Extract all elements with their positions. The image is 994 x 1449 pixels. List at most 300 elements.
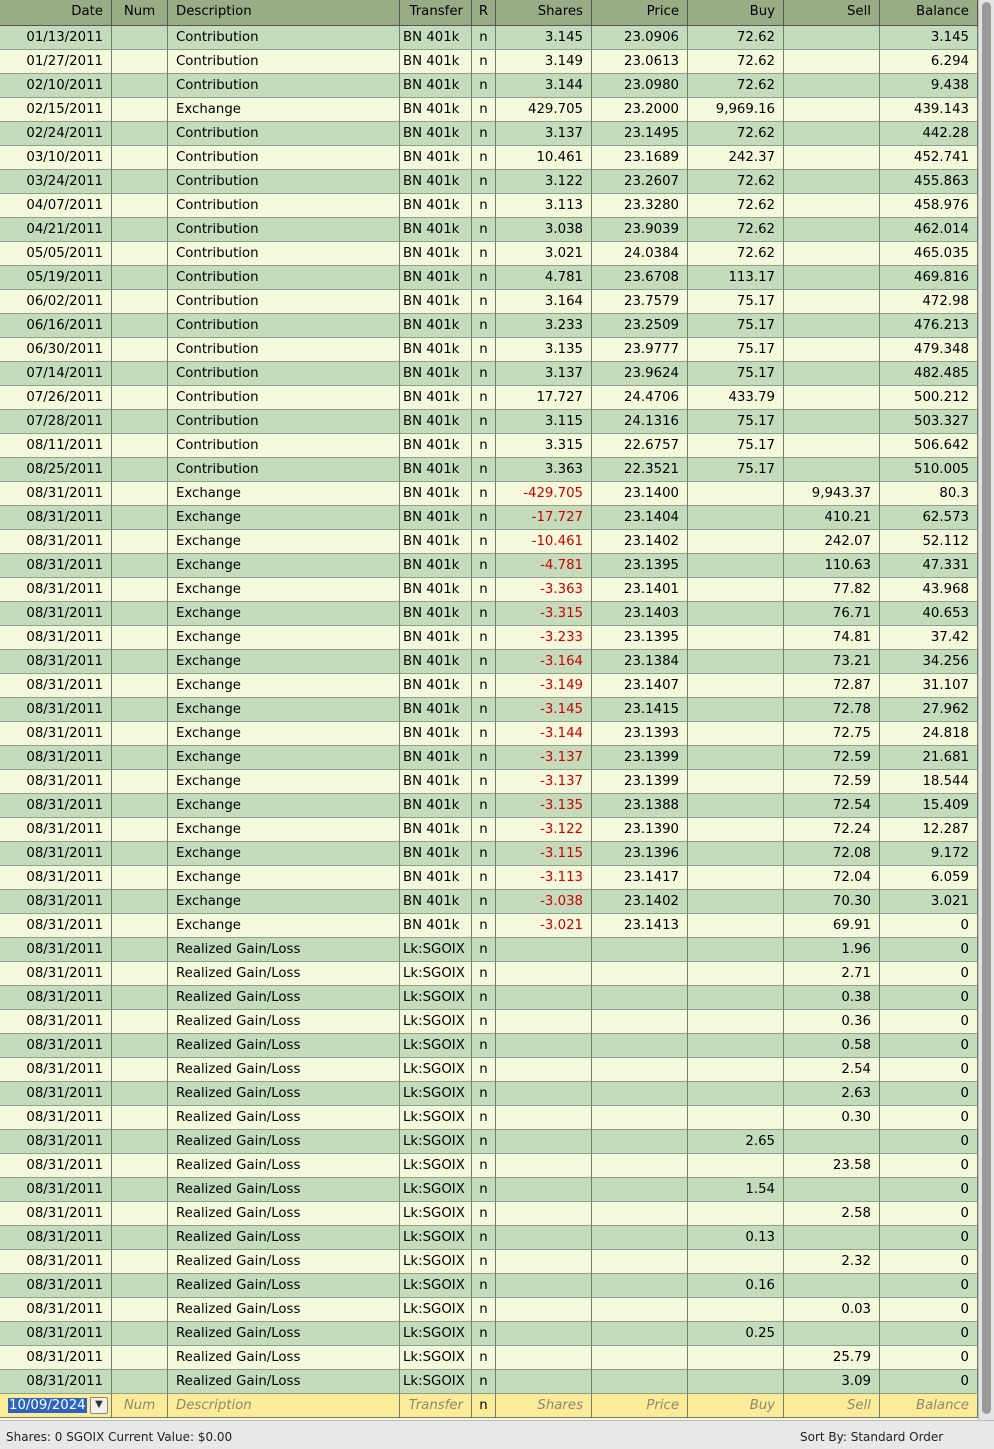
row-sell[interactable] — [784, 146, 880, 170]
row-num[interactable] — [112, 122, 168, 146]
row-price[interactable]: 23.1395 — [592, 554, 688, 578]
row-date[interactable]: 08/31/2011 — [0, 482, 112, 506]
row-num[interactable] — [112, 602, 168, 626]
row-num[interactable] — [112, 1082, 168, 1106]
row-sell[interactable] — [784, 386, 880, 410]
row-transfer[interactable]: BN 401k — [400, 98, 472, 122]
row-price[interactable]: 22.6757 — [592, 434, 688, 458]
row-reconciled[interactable]: n — [472, 1202, 496, 1226]
row-date[interactable]: 08/31/2011 — [0, 506, 112, 530]
row-sell[interactable]: 74.81 — [784, 626, 880, 650]
row-transfer[interactable]: BN 401k — [400, 914, 472, 938]
row-reconciled[interactable]: n — [472, 650, 496, 674]
row-num[interactable] — [112, 1226, 168, 1250]
row-buy[interactable]: 72.62 — [688, 170, 784, 194]
row-buy[interactable]: 72.62 — [688, 122, 784, 146]
row-buy[interactable] — [688, 1346, 784, 1370]
row-balance[interactable]: 510.005 — [880, 458, 978, 482]
row-num[interactable] — [112, 1154, 168, 1178]
table-row[interactable] — [0, 650, 978, 674]
row-buy[interactable] — [688, 842, 784, 866]
table-row[interactable] — [0, 554, 978, 578]
row-date[interactable]: 08/31/2011 — [0, 1178, 112, 1202]
price-entry-field[interactable]: Price — [592, 1394, 688, 1418]
row-balance[interactable]: 506.642 — [880, 434, 978, 458]
row-price[interactable] — [592, 1202, 688, 1226]
row-sell[interactable] — [784, 314, 880, 338]
table-row[interactable] — [0, 218, 978, 242]
table-row[interactable] — [0, 482, 978, 506]
row-sell[interactable] — [784, 50, 880, 74]
row-description[interactable]: Realized Gain/Loss — [168, 938, 400, 962]
row-num[interactable] — [112, 650, 168, 674]
row-description[interactable]: Exchange — [168, 746, 400, 770]
row-date[interactable]: 08/31/2011 — [0, 1346, 112, 1370]
row-sell[interactable]: 72.78 — [784, 698, 880, 722]
row-transfer[interactable]: BN 401k — [400, 170, 472, 194]
row-num[interactable] — [112, 1202, 168, 1226]
row-date[interactable]: 08/31/2011 — [0, 794, 112, 818]
row-price[interactable] — [592, 1034, 688, 1058]
row-description[interactable]: Realized Gain/Loss — [168, 1034, 400, 1058]
table-row[interactable] — [0, 986, 978, 1010]
row-description[interactable]: Exchange — [168, 842, 400, 866]
row-date[interactable]: 06/02/2011 — [0, 290, 112, 314]
row-shares[interactable] — [496, 1130, 592, 1154]
row-reconciled[interactable]: n — [472, 290, 496, 314]
row-num[interactable] — [112, 1130, 168, 1154]
table-row[interactable] — [0, 1322, 978, 1346]
row-num[interactable] — [112, 98, 168, 122]
table-row[interactable] — [0, 722, 978, 746]
row-description[interactable]: Contribution — [168, 410, 400, 434]
header-balance[interactable]: Balance — [880, 0, 978, 26]
row-balance[interactable]: 439.143 — [880, 98, 978, 122]
row-price[interactable] — [592, 1106, 688, 1130]
row-shares[interactable]: -3.137 — [496, 746, 592, 770]
row-sell[interactable]: 72.24 — [784, 818, 880, 842]
row-balance[interactable]: 476.213 — [880, 314, 978, 338]
row-transfer[interactable]: BN 401k — [400, 722, 472, 746]
row-date[interactable]: 03/24/2011 — [0, 170, 112, 194]
row-reconciled[interactable]: n — [472, 482, 496, 506]
table-row[interactable] — [0, 1346, 978, 1370]
row-price[interactable] — [592, 1154, 688, 1178]
row-balance[interactable]: 500.212 — [880, 386, 978, 410]
row-num[interactable] — [112, 1250, 168, 1274]
row-shares[interactable]: -3.135 — [496, 794, 592, 818]
row-buy[interactable]: 242.37 — [688, 146, 784, 170]
row-reconciled[interactable]: n — [472, 218, 496, 242]
row-balance[interactable]: 0 — [880, 1082, 978, 1106]
row-price[interactable] — [592, 1322, 688, 1346]
row-balance[interactable]: 0 — [880, 1250, 978, 1274]
row-reconciled[interactable]: n — [472, 242, 496, 266]
row-description[interactable]: Exchange — [168, 674, 400, 698]
row-transfer[interactable]: BN 401k — [400, 242, 472, 266]
vertical-scrollbar[interactable] — [978, 0, 994, 1420]
row-buy[interactable]: 113.17 — [688, 266, 784, 290]
row-num[interactable] — [112, 842, 168, 866]
row-transfer[interactable]: Lk:SGOIX — [400, 1082, 472, 1106]
row-transfer[interactable]: BN 401k — [400, 698, 472, 722]
row-num[interactable] — [112, 1370, 168, 1394]
row-shares[interactable] — [496, 1322, 592, 1346]
header-transfer[interactable]: Transfer — [400, 0, 472, 26]
row-sell[interactable]: 410.21 — [784, 506, 880, 530]
row-buy[interactable]: 72.62 — [688, 74, 784, 98]
row-sell[interactable]: 72.87 — [784, 674, 880, 698]
row-description[interactable]: Contribution — [168, 386, 400, 410]
table-row[interactable] — [0, 890, 978, 914]
row-buy[interactable]: 72.62 — [688, 218, 784, 242]
row-buy[interactable] — [688, 482, 784, 506]
table-row[interactable] — [0, 50, 978, 74]
row-num[interactable] — [112, 410, 168, 434]
row-description[interactable]: Contribution — [168, 338, 400, 362]
row-transfer[interactable]: BN 401k — [400, 818, 472, 842]
row-price[interactable]: 23.1403 — [592, 602, 688, 626]
row-balance[interactable]: 34.256 — [880, 650, 978, 674]
row-sell[interactable]: 9,943.37 — [784, 482, 880, 506]
row-balance[interactable]: 0 — [880, 1274, 978, 1298]
row-price[interactable] — [592, 986, 688, 1010]
row-shares[interactable]: 3.122 — [496, 170, 592, 194]
row-buy[interactable]: 2.65 — [688, 1130, 784, 1154]
row-shares[interactable] — [496, 1298, 592, 1322]
row-balance[interactable]: 455.863 — [880, 170, 978, 194]
table-row[interactable] — [0, 1250, 978, 1274]
table-row[interactable] — [0, 578, 978, 602]
row-description[interactable]: Realized Gain/Loss — [168, 1274, 400, 1298]
table-row[interactable] — [0, 818, 978, 842]
row-transfer[interactable]: Lk:SGOIX — [400, 1202, 472, 1226]
row-date[interactable]: 07/28/2011 — [0, 410, 112, 434]
row-balance[interactable]: 0 — [880, 1034, 978, 1058]
row-transfer[interactable]: Lk:SGOIX — [400, 1226, 472, 1250]
row-buy[interactable]: 1.54 — [688, 1178, 784, 1202]
table-row[interactable] — [0, 962, 978, 986]
row-buy[interactable] — [688, 746, 784, 770]
row-reconciled[interactable]: n — [472, 1322, 496, 1346]
row-shares[interactable] — [496, 1178, 592, 1202]
row-reconciled[interactable]: n — [472, 1082, 496, 1106]
row-buy[interactable] — [688, 866, 784, 890]
row-shares[interactable]: -10.461 — [496, 530, 592, 554]
row-description[interactable]: Exchange — [168, 626, 400, 650]
row-description[interactable]: Contribution — [168, 362, 400, 386]
row-transfer[interactable]: BN 401k — [400, 122, 472, 146]
row-reconciled[interactable]: n — [472, 170, 496, 194]
table-row[interactable] — [0, 866, 978, 890]
row-transfer[interactable]: Lk:SGOIX — [400, 1274, 472, 1298]
row-buy[interactable] — [688, 722, 784, 746]
table-row[interactable] — [0, 1106, 978, 1130]
row-price[interactable]: 23.9777 — [592, 338, 688, 362]
row-balance[interactable]: 0 — [880, 1178, 978, 1202]
row-num[interactable] — [112, 890, 168, 914]
row-buy[interactable] — [688, 890, 784, 914]
row-price[interactable]: 23.1395 — [592, 626, 688, 650]
row-price[interactable] — [592, 1370, 688, 1394]
row-transfer[interactable]: Lk:SGOIX — [400, 1106, 472, 1130]
header-date[interactable]: Date — [0, 0, 112, 26]
row-price[interactable]: 23.2000 — [592, 98, 688, 122]
table-row[interactable] — [0, 914, 978, 938]
row-date[interactable]: 02/10/2011 — [0, 74, 112, 98]
row-sell[interactable]: 110.63 — [784, 554, 880, 578]
row-shares[interactable] — [496, 1154, 592, 1178]
row-shares[interactable]: -3.115 — [496, 842, 592, 866]
row-sell[interactable]: 2.54 — [784, 1058, 880, 1082]
row-shares[interactable] — [496, 1346, 592, 1370]
row-shares[interactable] — [496, 1370, 592, 1394]
row-transfer[interactable]: BN 401k — [400, 314, 472, 338]
row-price[interactable]: 23.1413 — [592, 914, 688, 938]
row-transfer[interactable]: BN 401k — [400, 866, 472, 890]
row-balance[interactable]: 21.681 — [880, 746, 978, 770]
row-buy[interactable]: 433.79 — [688, 386, 784, 410]
row-transfer[interactable]: BN 401k — [400, 74, 472, 98]
row-price[interactable]: 24.1316 — [592, 410, 688, 434]
row-num[interactable] — [112, 578, 168, 602]
row-shares[interactable] — [496, 1082, 592, 1106]
row-price[interactable]: 23.1388 — [592, 794, 688, 818]
row-sell[interactable] — [784, 218, 880, 242]
row-num[interactable] — [112, 362, 168, 386]
row-price[interactable]: 23.9624 — [592, 362, 688, 386]
row-transfer[interactable]: BN 401k — [400, 50, 472, 74]
row-transfer[interactable]: Lk:SGOIX — [400, 986, 472, 1010]
row-price[interactable]: 23.1399 — [592, 746, 688, 770]
row-description[interactable]: Exchange — [168, 914, 400, 938]
row-balance[interactable]: 31.107 — [880, 674, 978, 698]
table-row[interactable] — [0, 386, 978, 410]
row-transfer[interactable]: BN 401k — [400, 890, 472, 914]
table-row[interactable] — [0, 122, 978, 146]
row-balance[interactable]: 52.112 — [880, 530, 978, 554]
row-balance[interactable]: 458.976 — [880, 194, 978, 218]
row-buy[interactable] — [688, 1298, 784, 1322]
row-description[interactable]: Contribution — [168, 458, 400, 482]
row-balance[interactable]: 18.544 — [880, 770, 978, 794]
table-row[interactable] — [0, 746, 978, 770]
row-shares[interactable]: 3.315 — [496, 434, 592, 458]
row-sell[interactable]: 2.71 — [784, 962, 880, 986]
table-row[interactable] — [0, 530, 978, 554]
row-shares[interactable] — [496, 1226, 592, 1250]
row-sell[interactable] — [784, 1274, 880, 1298]
row-shares[interactable]: 3.164 — [496, 290, 592, 314]
row-buy[interactable] — [688, 1106, 784, 1130]
row-sell[interactable]: 242.07 — [784, 530, 880, 554]
shares-entry-field[interactable]: Shares — [496, 1394, 592, 1418]
row-sell[interactable]: 3.09 — [784, 1370, 880, 1394]
row-sell[interactable]: 72.75 — [784, 722, 880, 746]
row-sell[interactable] — [784, 362, 880, 386]
row-reconciled[interactable]: n — [472, 146, 496, 170]
row-description[interactable]: Exchange — [168, 794, 400, 818]
row-description[interactable]: Contribution — [168, 242, 400, 266]
row-num[interactable] — [112, 506, 168, 530]
table-row[interactable] — [0, 938, 978, 962]
row-buy[interactable] — [688, 1202, 784, 1226]
row-date[interactable]: 08/31/2011 — [0, 626, 112, 650]
table-row[interactable] — [0, 506, 978, 530]
row-buy[interactable] — [688, 650, 784, 674]
row-sell[interactable]: 1.96 — [784, 938, 880, 962]
row-date[interactable]: 08/31/2011 — [0, 1274, 112, 1298]
row-reconciled[interactable]: n — [472, 122, 496, 146]
row-sell[interactable]: 77.82 — [784, 578, 880, 602]
row-transfer[interactable]: BN 401k — [400, 458, 472, 482]
row-date[interactable]: 08/31/2011 — [0, 1130, 112, 1154]
row-shares[interactable]: -17.727 — [496, 506, 592, 530]
table-row[interactable] — [0, 266, 978, 290]
row-description[interactable]: Exchange — [168, 890, 400, 914]
row-shares[interactable]: 3.233 — [496, 314, 592, 338]
row-reconciled[interactable]: n — [472, 1034, 496, 1058]
row-sell[interactable]: 70.30 — [784, 890, 880, 914]
row-num[interactable] — [112, 194, 168, 218]
row-num[interactable] — [112, 1298, 168, 1322]
row-num[interactable] — [112, 674, 168, 698]
row-price[interactable]: 23.0906 — [592, 26, 688, 50]
row-price[interactable]: 23.7579 — [592, 290, 688, 314]
row-transfer[interactable]: BN 401k — [400, 26, 472, 50]
row-sell[interactable] — [784, 458, 880, 482]
row-buy[interactable]: 75.17 — [688, 314, 784, 338]
row-sell[interactable] — [784, 410, 880, 434]
row-description[interactable]: Exchange — [168, 818, 400, 842]
row-reconciled[interactable]: n — [472, 26, 496, 50]
row-transfer[interactable]: Lk:SGOIX — [400, 1130, 472, 1154]
new-transaction-row[interactable] — [0, 1394, 978, 1418]
row-date[interactable]: 06/16/2011 — [0, 314, 112, 338]
row-price[interactable] — [592, 1082, 688, 1106]
row-reconciled[interactable]: n — [472, 770, 496, 794]
row-date[interactable]: 08/31/2011 — [0, 530, 112, 554]
table-row[interactable] — [0, 1298, 978, 1322]
row-num[interactable] — [112, 434, 168, 458]
row-shares[interactable]: -3.021 — [496, 914, 592, 938]
row-price[interactable] — [592, 1274, 688, 1298]
row-description[interactable]: Realized Gain/Loss — [168, 1322, 400, 1346]
row-num[interactable] — [112, 218, 168, 242]
row-price[interactable] — [592, 1298, 688, 1322]
row-date[interactable]: 08/31/2011 — [0, 1010, 112, 1034]
row-buy[interactable] — [688, 674, 784, 698]
row-buy[interactable] — [688, 578, 784, 602]
row-balance[interactable]: 40.653 — [880, 602, 978, 626]
row-date[interactable]: 08/31/2011 — [0, 842, 112, 866]
row-num[interactable] — [112, 626, 168, 650]
row-price[interactable]: 23.1396 — [592, 842, 688, 866]
row-transfer[interactable]: BN 401k — [400, 482, 472, 506]
row-sell[interactable] — [784, 290, 880, 314]
row-num[interactable] — [112, 1346, 168, 1370]
row-description[interactable]: Exchange — [168, 554, 400, 578]
table-row[interactable] — [0, 1010, 978, 1034]
row-shares[interactable]: 3.137 — [496, 362, 592, 386]
row-price[interactable]: 24.0384 — [592, 242, 688, 266]
row-sell[interactable]: 72.59 — [784, 770, 880, 794]
row-date[interactable]: 08/31/2011 — [0, 746, 112, 770]
row-price[interactable]: 23.1417 — [592, 866, 688, 890]
row-reconciled[interactable]: n — [472, 1346, 496, 1370]
row-balance[interactable]: 6.294 — [880, 50, 978, 74]
row-description[interactable]: Exchange — [168, 482, 400, 506]
date-entry-field[interactable] — [0, 1394, 112, 1418]
row-price[interactable]: 23.1384 — [592, 650, 688, 674]
row-reconciled[interactable]: n — [472, 1226, 496, 1250]
row-sell[interactable] — [784, 98, 880, 122]
row-shares[interactable] — [496, 986, 592, 1010]
row-balance[interactable]: 37.42 — [880, 626, 978, 650]
row-price[interactable]: 23.1495 — [592, 122, 688, 146]
sell-entry-field[interactable]: Sell — [784, 1394, 880, 1418]
num-entry-field[interactable]: Num — [112, 1394, 168, 1418]
row-sell[interactable]: 69.91 — [784, 914, 880, 938]
row-shares[interactable] — [496, 1250, 592, 1274]
row-reconciled[interactable]: n — [472, 914, 496, 938]
row-sell[interactable]: 0.36 — [784, 1010, 880, 1034]
row-price[interactable]: 23.0980 — [592, 74, 688, 98]
row-shares[interactable]: 3.144 — [496, 74, 592, 98]
row-date[interactable]: 08/31/2011 — [0, 1202, 112, 1226]
scrollbar-thumb[interactable] — [982, 2, 991, 1414]
row-num[interactable] — [112, 1322, 168, 1346]
row-buy[interactable] — [688, 530, 784, 554]
row-date[interactable]: 05/05/2011 — [0, 242, 112, 266]
row-balance[interactable]: 24.818 — [880, 722, 978, 746]
row-balance[interactable]: 27.962 — [880, 698, 978, 722]
row-date[interactable]: 04/07/2011 — [0, 194, 112, 218]
row-date[interactable]: 01/27/2011 — [0, 50, 112, 74]
row-shares[interactable]: -3.137 — [496, 770, 592, 794]
row-reconciled[interactable]: n — [472, 1370, 496, 1394]
row-transfer[interactable]: Lk:SGOIX — [400, 1034, 472, 1058]
row-price[interactable]: 23.1402 — [592, 890, 688, 914]
row-num[interactable] — [112, 698, 168, 722]
row-balance[interactable]: 3.021 — [880, 890, 978, 914]
row-buy[interactable] — [688, 602, 784, 626]
row-balance[interactable]: 442.28 — [880, 122, 978, 146]
row-num[interactable] — [112, 938, 168, 962]
row-buy[interactable]: 75.17 — [688, 290, 784, 314]
date-entry-value[interactable]: 10/09/2024 — [9, 1398, 86, 1413]
row-reconciled[interactable]: n — [472, 818, 496, 842]
row-buy[interactable] — [688, 554, 784, 578]
table-row[interactable] — [0, 1370, 978, 1394]
header-price[interactable]: Price — [592, 0, 688, 26]
row-date[interactable]: 08/31/2011 — [0, 1034, 112, 1058]
row-sell[interactable]: 0.03 — [784, 1298, 880, 1322]
chevron-down-icon[interactable]: ▼ — [90, 1397, 108, 1414]
row-buy[interactable] — [688, 1082, 784, 1106]
row-description[interactable]: Exchange — [168, 770, 400, 794]
row-shares[interactable]: -429.705 — [496, 482, 592, 506]
row-buy[interactable]: 75.17 — [688, 338, 784, 362]
row-description[interactable]: Contribution — [168, 434, 400, 458]
row-description[interactable]: Contribution — [168, 194, 400, 218]
row-description[interactable]: Exchange — [168, 98, 400, 122]
row-num[interactable] — [112, 26, 168, 50]
table-row[interactable] — [0, 1178, 978, 1202]
row-date[interactable]: 01/13/2011 — [0, 26, 112, 50]
row-balance[interactable]: 0 — [880, 986, 978, 1010]
row-description[interactable]: Realized Gain/Loss — [168, 986, 400, 1010]
